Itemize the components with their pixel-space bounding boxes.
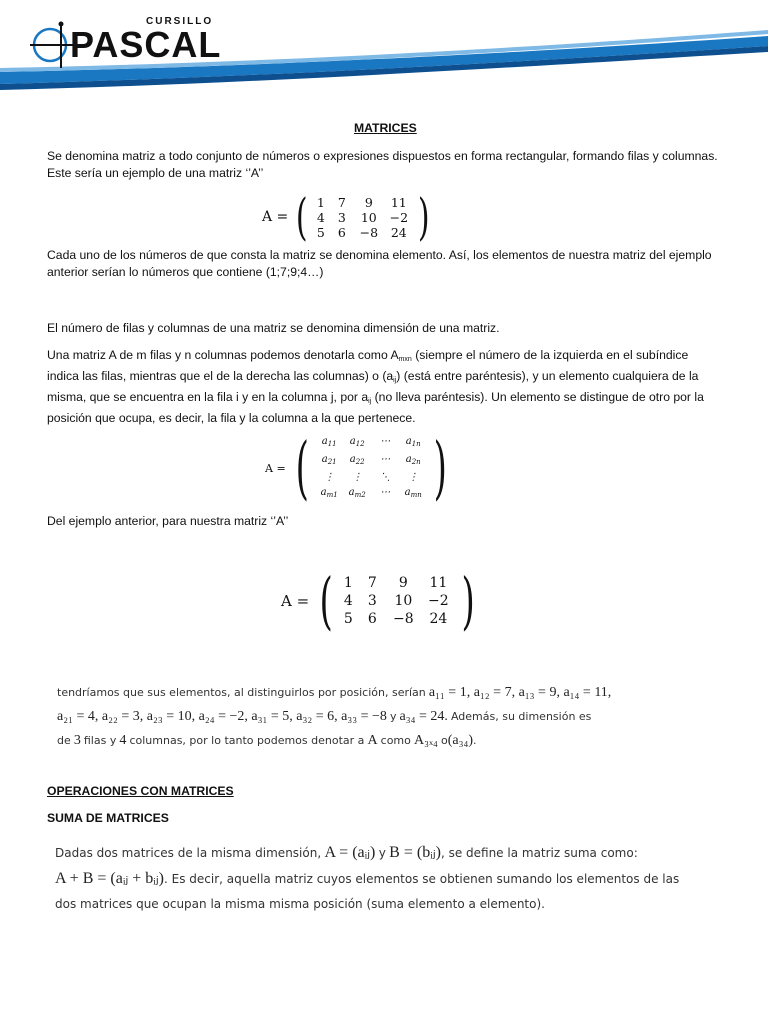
matrix-cell: 5: [316, 224, 325, 240]
matrix-row: [315, 485, 427, 503]
conj-y: y: [389, 710, 397, 723]
sum-text-b: , se define la matriz suma como:: [440, 846, 638, 860]
matrix-symbol: A: [367, 733, 378, 748]
notation-paragraph: [47, 347, 719, 427]
positions-line-2: [57, 705, 737, 729]
num-rows: 3: [73, 733, 81, 748]
paren-notation: (a₃₄): [447, 733, 473, 748]
intro-paragraph: Se denomina matriz a todo conjunto de números o expresiones dispuestos en forma rectangular, formando filas y columnas. Este sería un ejemplo de una matriz ‘’A’’: [47, 149, 718, 180]
matrix-cell: 9: [398, 575, 408, 591]
logo-subtitle: CURSILLO: [146, 16, 214, 27]
text-dot: .: [473, 734, 477, 747]
sum-line-1: [55, 840, 745, 866]
matrix-cell: $a_{21}$: [321, 454, 337, 466]
matrix-row: [312, 195, 414, 210]
matrix-cell: −8: [359, 224, 379, 240]
eq-b: B = (bᵢⱼ): [389, 844, 441, 861]
num-cols: 4: [119, 733, 127, 748]
matrix-cell: $a_{11}$: [321, 436, 337, 448]
eq-a: A = (aᵢⱼ): [324, 844, 376, 861]
matrix-cell: 7: [367, 575, 377, 591]
matrix-cell: $a_{m2}$: [348, 487, 366, 499]
sum-text-a: Dadas dos matrices de la misma dimensión,: [55, 846, 322, 860]
page-title: MATRICES: [354, 121, 417, 135]
matrix-cell: $a_{1n}$: [405, 436, 421, 448]
right-paren: ): [417, 188, 430, 246]
sum-heading: SUMA DE MATRICES: [47, 811, 169, 825]
matrix-cell: 24: [429, 611, 448, 627]
dimension-text: Además, su dimensión es: [450, 710, 592, 723]
matrix-a-grid: [312, 195, 414, 240]
matrix-cell: ⋮: [352, 472, 363, 483]
matrix-cell: ⋮: [324, 472, 335, 483]
positions-line-1: [57, 681, 737, 705]
general-matrix: [265, 428, 454, 508]
matrix-cell: 3: [337, 209, 346, 225]
matrix-row: [338, 574, 456, 592]
conj-y: y: [378, 846, 386, 860]
sum-line-3: [55, 892, 745, 917]
subscript-ij: ij: [368, 398, 372, 405]
subscript-ij: ij: [393, 377, 397, 384]
matrix-cell: 6: [367, 611, 377, 627]
subscript-mxn: mxn: [398, 356, 412, 363]
matrix-row: [315, 452, 427, 470]
matrix-cell: 5: [343, 611, 353, 627]
matrix-cell: ⋱: [380, 472, 391, 483]
elements-by-position: [57, 681, 737, 753]
right-paren: ): [433, 428, 448, 508]
text-como: como: [380, 734, 411, 747]
text-columnas: columnas, por lo tanto podemos denotar a: [129, 734, 365, 747]
right-paren: ): [461, 564, 476, 637]
positions-text: tendríamos que sus elementos, al distinguirlos por posición, serían: [57, 686, 426, 699]
matrix-cell: $a_{2n}$: [405, 454, 421, 466]
dimension-notation: A₃ₓ₄: [413, 733, 438, 748]
matrix-a-repeat: [281, 564, 481, 637]
matrix-cell: 10: [394, 593, 413, 609]
positions-line-3: [57, 729, 737, 753]
eq-sum: A + B = (aᵢⱼ + bᵢⱼ): [55, 870, 164, 887]
sum-text-d: dos matrices que ocupan la misma misma posición (suma elemento a elemento).: [55, 897, 545, 911]
matrix-cell: 24: [390, 224, 407, 240]
matrix-cell: $a_{22}$: [349, 454, 365, 466]
matrix-cell: 4: [343, 593, 353, 609]
text-o: o: [440, 734, 448, 747]
notation-text-b: (siempre el número de la izquierda en el subíndice indica las filas, mientras que el de la derecha las columnas) o (a: [47, 348, 689, 383]
positions-eq-3: a₃₄ = 24.: [399, 709, 448, 724]
operations-heading: OPERACIONES CON MATRICES: [47, 784, 234, 798]
matrix-cell: 1: [343, 575, 353, 591]
matrix-cell: ⋯: [380, 487, 391, 498]
matrix-label: A =: [265, 462, 286, 475]
matrix-cell: −2: [428, 593, 449, 609]
matrix-cell: 3: [367, 593, 377, 609]
matrix-cell: 9: [364, 194, 373, 210]
matrix-row: [312, 210, 414, 225]
text-de: de: [57, 734, 71, 747]
matrix-cell: $a_{m1}$: [320, 487, 338, 499]
matrix-a-example: [262, 188, 433, 246]
text-filas: filas y: [83, 734, 117, 747]
matrix-cell: 6: [337, 224, 346, 240]
elements-paragraph: Cada uno de los números de que consta la matriz se denomina elemento. Así, los elementos de nuestra matriz del ejemplo anterior serían lo números que contiene (1;7;9;4…): [47, 248, 712, 279]
matrix-cell: −8: [393, 611, 414, 627]
matrix-cell: 4: [316, 209, 325, 225]
matrix-cell: ⋯: [380, 454, 391, 465]
sum-definition: [55, 840, 745, 917]
left-paren: (: [319, 564, 333, 637]
matrix-cell: 7: [337, 194, 346, 210]
positions-eq-2: a₂₁ = 4, a₂₂ = 3, a₂₃ = 10, a₂₄ = −2, a₃₁ = 5, a₃₂ = 6, a₃₃ = −8: [57, 709, 387, 724]
matrix-a-grid: [338, 574, 456, 628]
matrix-cell: −2: [389, 209, 409, 225]
matrix-cell: ⋮: [408, 472, 419, 483]
matrix-cell: 10: [360, 209, 377, 225]
notation-text-a: Una matriz A de m filas y n columnas podemos denotarla como A: [47, 348, 399, 362]
left-paren: (: [296, 188, 308, 246]
matrix-label: A =: [281, 592, 310, 610]
logo-title: PASCAL: [70, 24, 222, 65]
matrix-row: [315, 434, 427, 452]
matrix-cell: ⋯: [380, 436, 391, 447]
notation-text-d: (no lleva paréntesis). Un elemento se distingue de otro por la posición que ocupa, es decir, la fila y la columna a la que pertenece.: [47, 390, 704, 425]
matrix-cell: $a_{12}$: [349, 436, 365, 448]
notation-text-c: ) (está entre paréntesis), y un elemento cualquiera de la misma, que se encuentra en la fila i y en la columna j, por a: [47, 369, 699, 404]
example-intro: Del ejemplo anterior, para nuestra matriz ‘’A’’: [47, 514, 289, 528]
matrix-cell: 11: [390, 194, 407, 210]
matrix-row: [338, 610, 456, 628]
positions-eq-1: a₁₁ = 1, a₁₂ = 7, a₁₃ = 9, a₁₄ = 11,: [428, 685, 612, 700]
page-header: [0, 0, 768, 95]
general-matrix-grid: [315, 434, 427, 503]
matrix-label: A =: [262, 209, 289, 225]
matrix-cell: $a_{mn}$: [404, 487, 422, 499]
matrix-cell: 11: [429, 575, 448, 591]
matrix-cell: 1: [316, 194, 325, 210]
dimension-paragraph: El número de filas y columnas de una matriz se denomina dimensión de una matriz.: [47, 321, 500, 335]
sum-text-c: . Es decir, aquella matriz cuyos elementos se obtienen sumando los elementos de las: [164, 872, 680, 886]
matrix-row: [338, 592, 456, 610]
matrix-row: [312, 225, 414, 240]
sum-line-2: [55, 866, 745, 892]
left-paren: (: [295, 428, 309, 508]
matrix-row: [315, 470, 427, 485]
